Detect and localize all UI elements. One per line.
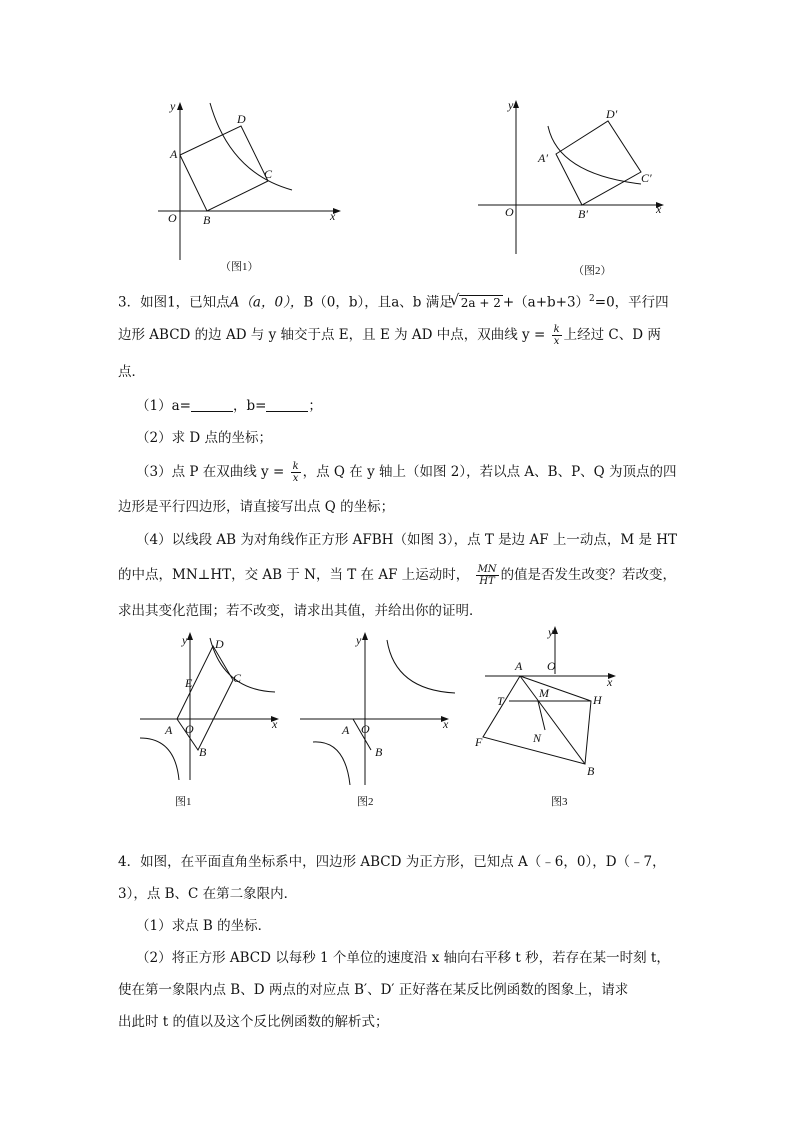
m1-x: x [272,717,278,731]
q3-part3 [136,458,688,486]
m3-t: T [497,694,504,708]
m3-n: N [533,731,542,745]
m3-h: H [593,693,602,707]
q3-line3 [118,358,688,386]
m2-x: x [443,717,449,731]
m2-b: B [375,745,383,759]
q4-text-b: 3），点 B、C 在第二象限内． [118,886,298,902]
frac-numerator: k [553,324,560,335]
fig1-origin-label: O [168,211,177,225]
m1-o: O [185,722,194,736]
q3-square-exponent: 2 [589,294,595,304]
p3-text-b: ，点 Q 在 y 轴上（如图 2），若以点 A、B、P、Q 为顶点的四 [302,464,677,480]
fig1-caption: （图1） [220,261,259,273]
fig2-caption: （图2） [573,265,612,277]
p3-text-a: （3）点 P 在双曲线 y = [136,464,285,480]
q3-part3-line2 [118,493,688,521]
fraction-k-over-x-2 [291,461,301,484]
q4-p2-a: （2）将正方形 ABCD 以每秒 1 个单位的速度沿 x 轴向右平移 t 秒，若存在某一时刻 t， [136,950,670,966]
p3-text-c: 边形是平行四边形，请直接写出点 Q 的坐标； [118,499,395,515]
q4-part2 [136,944,688,972]
m3-f: F [475,735,483,749]
m2-caption: 图2 [357,796,374,808]
fig1-a-label: A [170,147,178,161]
q3-part4-line2 [118,561,688,589]
q4-line1 [118,848,688,876]
fig2-a-label: A′ [538,151,548,165]
fig1-c-label: C [264,167,273,181]
q4-p1: （1）求点 B 的坐标． [136,918,272,934]
m3-y: y [548,625,554,639]
fig1-b-label: B [203,213,211,227]
q3-part4 [136,526,688,554]
m2-a: A [342,723,350,737]
sqrt-expression: √ 2a + 2 [459,295,503,310]
q4-part1 [136,912,688,940]
p4-text-d: 求出其变化范围；若不改变，请求出其值，并给出你的证明． [118,603,483,619]
fig1-x-label: x [330,209,336,223]
q3-text-i: 点． [118,364,145,380]
fraction-k-over-x [552,324,562,347]
m3-o: O [547,659,556,673]
fig2-c-label: C′ [641,171,652,185]
q4-text-a: 4．如图，在平面直角坐标系中，四边形 ABCD 为正方形，已知点 A（﹣6，0），D（﹣7， [118,854,666,870]
q4-p2-b: 使在第一象限内点 B、D 两点的对应点 B′、D′ 正好落在某反比例函数的图象上，请求 [118,982,629,998]
q3-text-e: +（a+b+3） [502,294,590,311]
p4-text-b: 的中点，MN⊥HT，交 AB 于 N，当 T 在 AF 上运动时， [118,567,470,583]
m1-c: C [233,671,242,685]
m3-b: B [587,764,595,778]
p4-text-a: （4）以线段 AB 为对角线作正方形 AFBH（如图 3），点 T 是边 AF 上一动点，M 是 HT [136,532,678,548]
q3-text-g: 边形 ABCD 的边 AD 与 y 轴交于点 E，且 E 为 AD 中点，双曲线 y = [118,327,546,343]
p1-b-label: ，b= [232,398,267,414]
q4-p2-c: 出此时 t 的值以及这个反比例函数的解析式； [118,1014,389,1030]
frac-numerator-2: k [292,461,299,472]
answer-blank-a[interactable] [191,397,233,412]
q4-line2 [118,880,688,908]
m3-a: A [515,659,523,673]
fig2-d-label: D′ [606,107,618,121]
q3-part1 [136,392,688,420]
q3-part4-line3 [118,597,688,625]
fig2-b-label: B′ [578,207,588,221]
fig1-d-label: D [237,112,246,126]
q3-text-d: a、b 满足 [391,294,453,311]
m1-e: E [185,676,193,690]
m1-caption: 图1 [175,796,192,808]
mid-figure-1 [135,630,285,815]
p1-a-label: （1）a= [136,398,191,414]
m3-x: x [607,675,613,689]
fig2-origin-label: O [505,205,514,219]
m1-b: B [199,745,207,759]
p1-end: ； [308,398,322,414]
fig2-y-label: y [508,98,514,112]
q4-part2-line3 [118,1008,688,1036]
mid-figure-2 [295,630,460,815]
q3-text-h: 上经过 C、D 两 [563,327,661,343]
m2-y: y [356,633,362,647]
m3-m: M [539,686,549,700]
mid-figure-3 [475,622,625,817]
p2-text: （2）求 D 点的坐标； [136,430,272,446]
top-figure-1 [140,98,350,278]
q3-line1 [118,285,688,317]
m1-a: A [165,723,173,737]
frac-ht: HT [479,576,495,587]
q3-line2 [118,321,688,349]
m1-d: D [215,637,224,651]
frac-denominator: x [553,336,560,347]
q3-part2 [136,424,688,452]
answer-blank-b[interactable] [266,397,308,412]
m1-y: y [182,633,188,647]
fig1-y-label: y [170,99,176,113]
q3-text-b: A（a，0）， [229,294,304,311]
p4-text-c: 的值是否发生改变？若改变， [500,567,677,583]
q4-part2-line2 [118,976,688,1004]
fraction-mn-over-ht [476,564,499,587]
q3-text-f: =0，平行四 [594,294,669,311]
frac-mn: MN [477,564,497,575]
top-figure-2 [478,96,678,281]
q3-text-a: 3．如图1，已知点 [118,294,230,311]
m3-caption: 图3 [551,796,568,808]
frac-denominator-2: x [292,473,299,484]
fig2-x-label: x [656,202,662,216]
m2-o: O [361,722,370,736]
q3-text-c: B（0，b），且 [303,294,392,311]
